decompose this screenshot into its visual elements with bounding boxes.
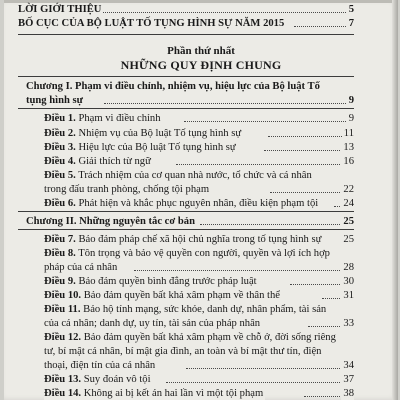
article-title: Giải thích từ ngữ xyxy=(78,156,151,167)
toc-entry-page: 31 xyxy=(343,290,354,301)
article-number: Điều 8. xyxy=(44,248,76,259)
article-12-line3: thoại, điện tín của cá nhân xyxy=(44,360,156,371)
toc-entry-title: BỐ CỤC CỦA BỘ LUẬT TỐ TỤNG HÌNH SỰ NĂM 2015 xyxy=(18,18,285,29)
article-12-line2: tư, bí mật cá nhân, bí mật gia đình, an toàn và bí mật thư tín, điện xyxy=(44,346,322,357)
article-title: Bảo hộ tính mạng, sức khỏe, danh dự, nhân phẩm, tài sản xyxy=(83,304,327,315)
leader-dots xyxy=(134,270,346,271)
article-number: Điều 9. xyxy=(44,276,76,287)
part-name: NHỮNG QUY ĐỊNH CHUNG xyxy=(120,58,282,72)
page-edge-shadow xyxy=(392,0,398,400)
article-number: Điều 13. xyxy=(44,374,82,385)
leader-dots xyxy=(290,284,346,285)
article-8-line2: pháp của cá nhân xyxy=(44,262,118,273)
leader-dots xyxy=(268,136,346,137)
article-11-line2: của cá nhân; danh dự, uy tín, tài sản của pháp nhân xyxy=(44,318,261,329)
article-title: Phạm vi điều chỉnh xyxy=(78,113,161,124)
article-title: Suy đoán vô tội xyxy=(83,374,151,385)
article-title: Bảo đảm quyền bất khả xâm phạm về chỗ ở, đời sống riêng xyxy=(83,332,336,343)
article-number: Điều 4. xyxy=(44,156,76,167)
toc-entry-page: 22 xyxy=(343,184,354,195)
leader-dots xyxy=(294,26,346,27)
part-label: Phần thứ nhất xyxy=(167,45,235,57)
article-number: Điều 7. xyxy=(44,234,76,245)
leader-dots xyxy=(308,326,346,327)
chapter-1-title-line1[interactable]: Chương I. Phạm vi điều chỉnh, nhiệm vụ, hiệu lực của Bộ luật Tố xyxy=(26,81,320,92)
article-number: Điều 2. xyxy=(44,128,76,139)
leader-dots xyxy=(104,103,346,104)
toc-entry-page: 25 xyxy=(343,216,354,227)
toc-entry-page: 34 xyxy=(343,360,354,371)
leader-dots xyxy=(184,121,346,122)
article-11-line1[interactable] xyxy=(44,303,326,316)
article-title: Bảo đảm pháp chế xã hội chủ nghĩa trong tố tụng hình sự xyxy=(78,234,322,245)
article-title: Bảo đảm quyền bất khả xâm phạm về thân thể xyxy=(83,290,280,301)
article-number: Điều 5. xyxy=(44,170,76,181)
leader-dots xyxy=(98,12,346,13)
toc-entry-page: 33 xyxy=(343,318,354,329)
toc-page xyxy=(4,0,398,400)
toc-entry-page: 13 xyxy=(343,142,354,153)
article-title: Hiệu lực của Bộ luật Tố tụng hình sự xyxy=(78,142,236,153)
toc-entry-page: 28 xyxy=(343,262,354,273)
article-title: Bảo đảm quyền bình đẳng trước pháp luật xyxy=(78,276,257,287)
divider xyxy=(18,229,354,230)
chapter-2-title: Chương II. Những nguyên tắc cơ bản xyxy=(26,216,195,227)
divider xyxy=(18,76,354,77)
leader-dots xyxy=(186,368,346,369)
article-title: Phát hiện và khắc phục nguyên nhân, điều kiện phạm tội xyxy=(78,198,319,209)
article-number: Điều 11. xyxy=(44,304,81,315)
article-number: Điều 12. xyxy=(44,332,82,343)
chapter-1-title-line2: tụng hình sự xyxy=(26,95,84,106)
toc-entry-title: LỜI GIỚI THIỆU xyxy=(18,4,102,15)
article-number: Điều 10. xyxy=(44,290,82,301)
leader-dots xyxy=(264,150,346,151)
toc-entry-page: 9 xyxy=(348,95,354,106)
article-number: Điều 1. xyxy=(44,113,76,124)
toc-entry-page: 16 xyxy=(343,156,354,167)
toc-entry-page: 38 xyxy=(343,388,354,399)
leader-dots xyxy=(304,396,346,397)
divider xyxy=(18,211,354,212)
article-title: Trách nhiệm của cơ quan nhà nước, tổ chức và cá nhân xyxy=(78,170,312,181)
toc-entry-page: 7 xyxy=(348,18,354,29)
leader-dots xyxy=(270,192,346,193)
toc-entry-page: 5 xyxy=(348,4,354,15)
article-number: Điều 6. xyxy=(44,198,76,209)
divider xyxy=(18,108,354,109)
leader-dots xyxy=(166,382,346,383)
toc-entry-page: 24 xyxy=(343,198,354,209)
leader-dots xyxy=(200,224,346,225)
divider xyxy=(18,34,354,35)
article-5-line2: trong đấu tranh phòng, chống tội phạm xyxy=(44,184,210,195)
toc-entry-page: 37 xyxy=(343,374,354,385)
article-5-line1[interactable] xyxy=(44,169,312,182)
leader-dots xyxy=(176,164,346,165)
toc-entry-page: 9 xyxy=(348,113,354,124)
toc-entry-page: 25 xyxy=(343,234,354,245)
article-title: Nhiệm vụ của Bộ luật Tố tụng hình sự xyxy=(78,128,242,139)
article-title: Không ai bị kết án hai lần vì một tội phạm xyxy=(83,388,264,399)
article-title: Tôn trọng và bảo vệ quyền con người, quyền và lợi ích hợp xyxy=(78,248,330,259)
article-number: Điều 14. xyxy=(44,388,82,399)
article-number: Điều 3. xyxy=(44,142,76,153)
toc-entry-page: 11 xyxy=(343,128,354,139)
article-12-line1[interactable] xyxy=(44,331,336,344)
toc-entry-page: 30 xyxy=(343,276,354,287)
article-8-line1[interactable] xyxy=(44,247,330,260)
